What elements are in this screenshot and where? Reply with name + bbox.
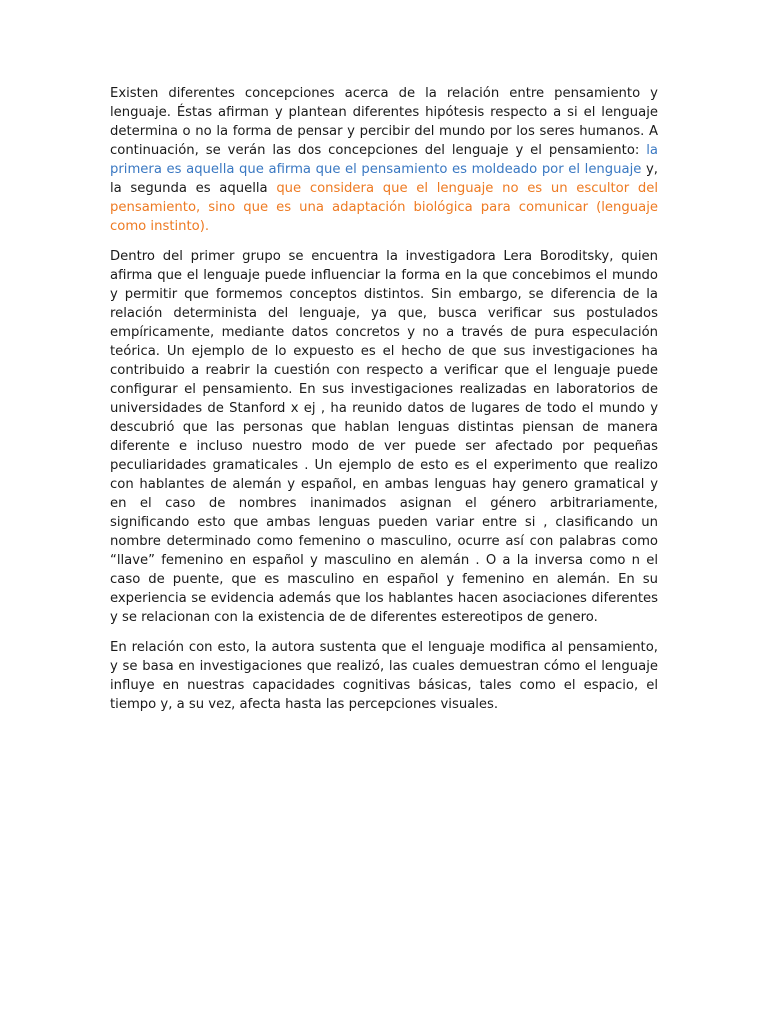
paragraph-2-text: Dentro del primer grupo se encuentra la investigadora Lera Boroditsky, quien afirma que el lenguaje puede influenciar la forma en la que concebimos el mundo y permitir que formemos conceptos distintos. Sin embargo, se diferencia de la relación determinista del lenguaje, ya que, busca verificar sus postulados empíricamente, mediante datos concretos y no a través de pura especulación teórica. Un ejemplo de lo expuesto es el hecho de que sus investigaciones ha contribuido a reabrir la cuestión con respecto a verificar que el lenguaje puede configurar el pensamiento. En sus investigaciones realizadas en laboratorios de universidades de Stanford x ej , ha reunido datos de lugares de todo el mundo y descubrió que las personas que hablan lenguas distintas piensan de manera diferente e incluso nuestro modo de ver puede ser afectado por pequeñas peculiaridades gramaticales . Un ejemplo de esto es el experimento que realizo con hablantes de alemán y español, en ambas lenguas hay genero gramatical y en el caso de nombres inanimados asignan el género arbitrariamente, significando esto que ambas lenguas pueden variar entre si , clasificando un nombre determinado como femenino o masculino, ocurre así con palabras como “llave” femenino en español y masculino en alemán . O a la inversa como n el caso de puente, que es masculino en español y femenino en alemán. En su experiencia se evidencia además que los hablantes hacen asociaciones diferentes y se relacionan con la existencia de de diferentes estereotipos de genero. bbox=[110, 249, 658, 625]
first-conception-highlight: la primera es aquella que afirma que el pensamiento es moldeado por el lenguaje bbox=[110, 143, 658, 177]
paragraph-3 bbox=[110, 638, 658, 714]
paragraph-1 bbox=[110, 84, 658, 236]
paragraph-1-connector: y, la segunda es aquella bbox=[110, 162, 658, 196]
paragraph-2 bbox=[110, 247, 658, 627]
paragraph-3-text: En relación con esto, la autora sustenta que el lenguaje modifica al pensamiento, y se basa en investigaciones que realizó, las cuales demuestran cómo el lenguaje influye en nuestras capacidades cognitivas básicas, tales como el espacio, el tiempo y, a su vez, afecta hasta las percepciones visuales. bbox=[110, 640, 658, 712]
second-conception-highlight: que considera que el lenguaje no es un escultor del pensamiento, sino que es una adaptación biológica para comunicar (lenguaje como instinto). bbox=[110, 181, 658, 234]
document-body bbox=[110, 84, 658, 725]
paragraph-1-intro: Existen diferentes concepciones acerca de la relación entre pensamiento y lenguaje. Éstas afirman y plantean diferentes hipótesis respecto a si el lenguaje determina o no la forma de pensar y percibir del mundo por los seres humanos. A continuación, se verán las dos concepciones del lenguaje y el pensamiento: bbox=[110, 86, 658, 158]
